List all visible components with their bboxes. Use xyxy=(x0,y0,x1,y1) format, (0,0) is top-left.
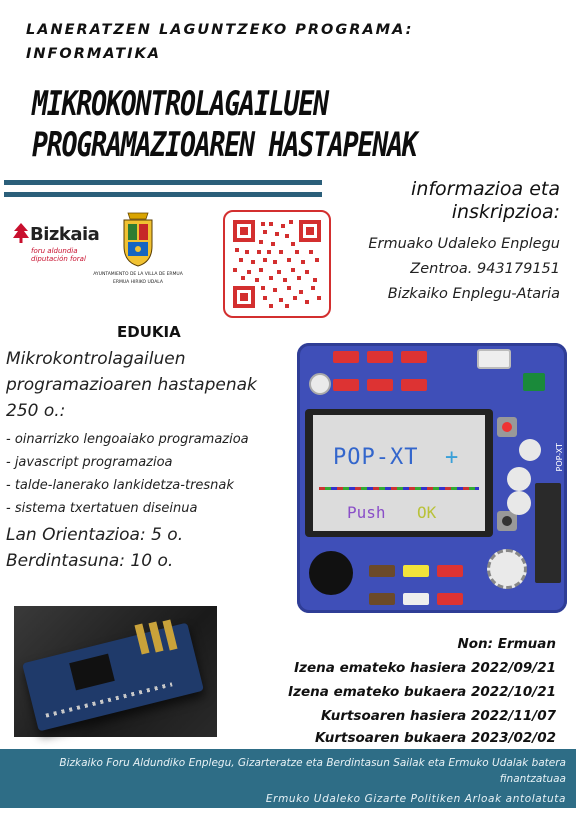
footer-line-2: finantzatuaa xyxy=(499,773,566,785)
bizkaia-sub-2: diputación foral xyxy=(31,255,86,263)
info-heading-2: inskripzioa: xyxy=(451,201,560,223)
board-image xyxy=(297,343,567,613)
equality-hours: Berdintasuna: 10 o. xyxy=(6,551,174,571)
bizkaia-tree-icon xyxy=(12,222,30,244)
course-title-line-1: MIKROKONTROLAGAILUEN xyxy=(32,84,328,124)
qr-code[interactable] xyxy=(223,210,331,318)
course-hours: 250 o.: xyxy=(6,401,66,421)
location: Non: Ermuan xyxy=(457,636,556,652)
content-item-1: - oinarrizko lengoaiako programazioa xyxy=(6,432,249,447)
course-name-1: Mikrokontrolagailuen xyxy=(6,349,186,369)
bizkaia-sub-1: foru aldundia xyxy=(31,247,78,255)
course-title xyxy=(32,84,417,166)
lcd-plus: + xyxy=(445,445,459,470)
lcd-push: Push xyxy=(347,503,386,522)
ermua-sub-1: AYUNTAMIENTO DE LA VILLA DE ERMUA xyxy=(93,272,183,277)
lcd-title: POP-XT xyxy=(333,445,419,470)
registration-start: Izena emateko hasiera 2022/09/21 xyxy=(294,660,556,676)
program-line-1: LANERATZEN LAGUNTZEKO PROGRAMA: xyxy=(26,22,414,38)
divider-bottom xyxy=(4,192,322,197)
bizkaia-logo xyxy=(12,220,107,270)
program-title xyxy=(26,18,413,66)
orientation-hours: Lan Orientazioa: 5 o. xyxy=(6,525,184,545)
info-line-2: Zentroa. 943179151 xyxy=(410,261,560,277)
ermua-sub-2: ERMUA HIRIKO UDALA xyxy=(113,280,163,285)
lcd-screen xyxy=(313,415,485,531)
course-name-2: programazioaren hastapenak xyxy=(6,375,257,395)
content-heading: EDUKIA xyxy=(117,323,181,341)
coat-of-arms-icon xyxy=(120,210,156,268)
content-item-3: - talde-lanerako lankidetza-tresnak xyxy=(6,478,234,493)
course-end: Kurtsoaren bukaera 2023/02/02 xyxy=(315,730,556,746)
divider-top xyxy=(4,180,322,185)
lcd-frame xyxy=(305,409,493,537)
info-heading xyxy=(360,178,560,224)
qr-code-icon xyxy=(233,220,321,308)
program-line-2: INFORMATIKA xyxy=(26,46,161,62)
arduino-photo xyxy=(14,606,217,737)
footer-line-1: Bizkaiko Foru Aldundiko Enplegu, Gizarteratze eta Berdintasun Sailak eta Ermuko Udalak batera xyxy=(59,757,566,769)
footer-line-3: Ermuko Udaleko Gizarte Politiken Arloak antolatuta xyxy=(265,793,566,805)
info-line-1: Ermuako Udaleko Enplegu xyxy=(368,236,560,252)
course-title-line-2: PROGRAMAZIOAREN HASTAPENAK xyxy=(32,125,417,165)
ermua-logo xyxy=(93,210,200,300)
bizkaia-name: Bizkaia xyxy=(30,224,100,245)
course-start: Kurtsoaren hasiera 2022/11/07 xyxy=(320,708,556,724)
registration-end: Izena emateko bukaera 2022/10/21 xyxy=(288,684,556,700)
board-side-label: POP-XT xyxy=(555,443,564,472)
content-item-2: - javascript programazioa xyxy=(6,455,173,470)
lcd-ok: OK xyxy=(417,503,437,522)
info-heading-1: informazioa eta xyxy=(411,178,560,200)
info-line-3: Bizkaiko Enplegu-Ataria xyxy=(387,286,560,302)
content-item-4: - sistema txertatuen diseinua xyxy=(6,501,198,516)
footer-bar xyxy=(0,749,576,808)
